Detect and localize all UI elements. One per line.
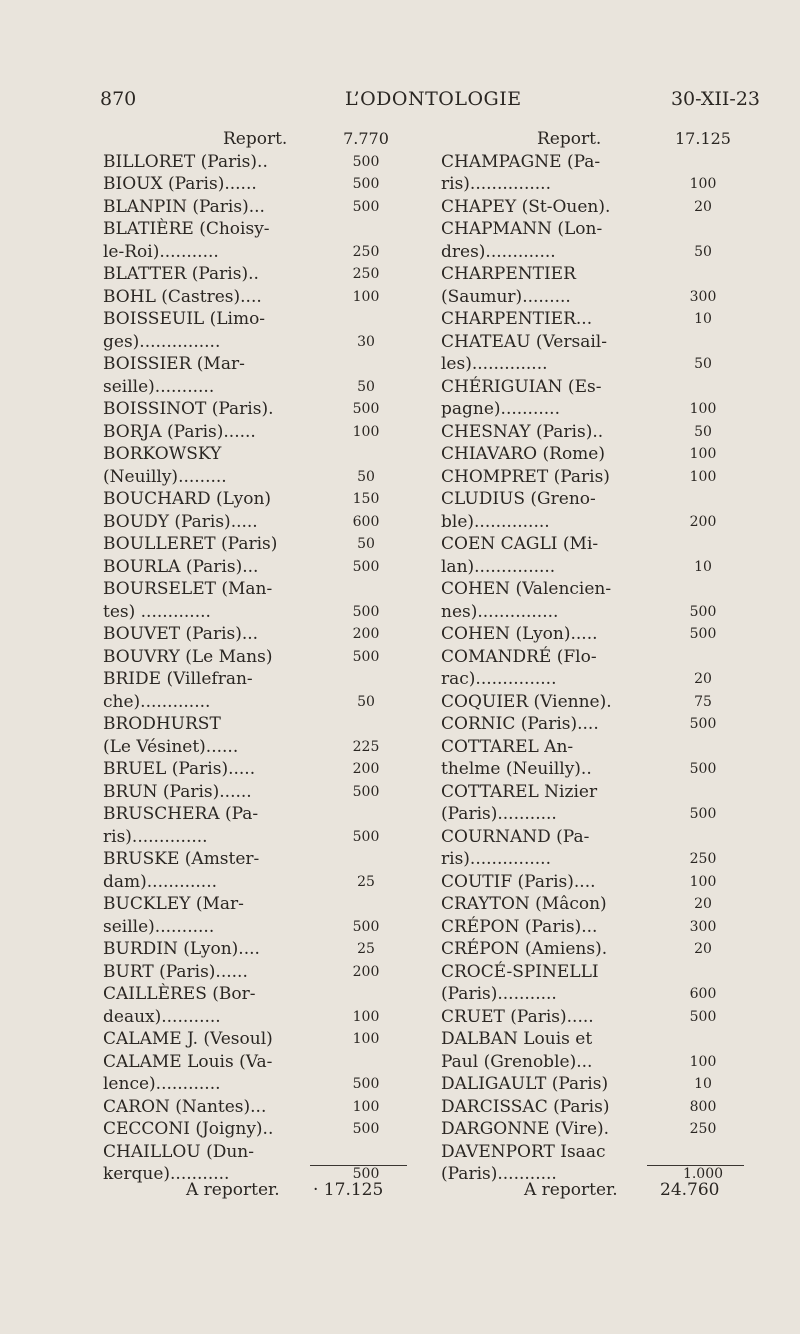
subscription-amount: 500 [352,918,380,935]
subscriber-name: deaux)........... [103,1006,221,1027]
subscriber-entry [441,961,745,984]
subscriber-entry [441,421,745,444]
subscriber-entry [441,646,745,669]
left-column [103,128,408,1186]
subscriber-entry [103,938,408,961]
subscriber-name: BOUVRY (Le Mans) [103,646,273,667]
subscription-amount: 50 [694,423,712,440]
subscription-amount: 50 [694,243,712,260]
subscription-amount: 50 [694,356,712,372]
subscriber-entry-continuation [441,173,745,196]
subscriber-name: CHAPEY (St-Ouen). [441,196,611,217]
subscriber-entry [441,376,745,399]
subscription-amount: 600 [689,986,717,1002]
subscriber-name: CALAME Louis (Va- [103,1051,273,1072]
subscriber-name: CAILLÈRES (Bor- [103,984,256,1004]
subscriber-name: DALBAN Louis et [441,1029,593,1049]
subscription-amount: 25 [357,873,375,890]
subscriber-name: CRUET (Paris)..... [441,1006,594,1027]
subscriber-entry [441,781,745,804]
subscriber-name: CHARPENTIER [441,264,576,284]
subscriber-entry [103,151,408,174]
subscription-amount: 50 [357,468,375,485]
subscription-amount: 50 [357,536,375,552]
subscriber-entry [441,893,745,916]
subscriber-name: BRUSKE (Amster- [103,849,260,869]
subscriber-entry [103,1141,408,1164]
subscriber-name: rac)............... [441,669,557,689]
subscriber-entry [103,353,408,376]
subscriber-entry-continuation [103,466,408,489]
subscriber-name: (Paris)........... [441,984,557,1004]
subscriber-entry [103,533,408,556]
subscriber-entry-continuation [103,241,408,264]
subscriber-entry [103,218,408,241]
left-total-rule [310,1165,407,1166]
subscription-amount: 500 [352,1076,380,1092]
subscriber-name: DALIGAULT (Paris) [441,1074,609,1094]
subscription-amount: 100 [689,401,717,417]
subscription-amount: 500 [689,1008,717,1025]
subscriber-name: CHESNAY (Paris).. [441,421,604,442]
subscriber-entry-continuation [441,758,745,781]
subscriber-name: seille)........... [103,916,215,937]
subscription-amount: 100 [352,288,380,305]
running-header [100,88,760,118]
subscriber-entry [441,1141,745,1164]
subscriber-entry-continuation [441,983,745,1006]
subscription-amount: 100 [352,1031,380,1047]
subscriber-entry-continuation [441,241,745,264]
subscriber-name: CHATEAU (Versail- [441,331,607,352]
subscriber-name: CROCÉ-SPINELLI [441,961,599,982]
subscriber-entry [441,488,745,511]
subscription-amount: 500 [689,603,717,620]
report-label: Report. [537,129,602,149]
subscriber-entry [103,983,408,1006]
subscriber-name: BOUCHARD (Lyon) [103,489,272,509]
subscriber-name: DARCISSAC (Paris) [441,1096,610,1117]
subscriber-entry [441,331,745,354]
subscriber-entry-continuation [441,803,745,826]
subscriber-name: BOISSIER (Mar- [103,354,245,374]
subscription-amount: 500 [352,401,380,417]
subscriber-entry [103,848,408,871]
subscriber-entry-continuation [103,601,408,624]
subscriber-name: ble).............. [441,511,550,532]
subscription-amount: 500 [352,176,380,192]
subscriber-entry [103,196,408,219]
subscriber-name: COTTAREL An- [441,736,574,757]
subscriber-name: BRIDE (Villefran- [103,669,253,689]
subscription-amount: 30 [357,333,375,350]
subscription-amount: 20 [694,896,712,912]
subscriber-name: BUCKLEY (Mar- [103,894,244,914]
subscription-amount: 50 [357,693,375,710]
subscription-amount: 100 [689,446,717,462]
subscriber-name: DARGONNE (Vire). [441,1119,610,1139]
subscriber-name: dam)............. [103,871,218,892]
subscriber-entry-continuation [103,376,408,399]
subscription-amount: 75 [694,693,712,710]
subscriber-entry-continuation [103,1073,408,1096]
subscriber-entry-continuation [441,668,745,691]
journal-title: L’ODONTOLOGIE [345,88,522,110]
subscription-amount: 10 [694,558,712,575]
subscriber-entry [103,646,408,669]
subscriber-entry [441,151,745,174]
subscriber-name: CHARPENTIER... [441,309,593,329]
subscription-amount: 500 [352,828,380,845]
subscriber-name: CRÉPON (Paris)... [441,916,598,937]
subscriber-name: (Le Vésinet)...... [103,736,239,757]
carry-forward-label: A reporter. [186,1180,280,1200]
subscriber-entry [441,263,745,286]
subscription-amount: 500 [689,806,717,822]
subscription-amount: 100 [689,176,717,192]
subscriber-name: BILLORET (Paris).. [103,151,268,172]
subscriber-entry [441,916,745,939]
subscriber-name: tes) ............. [103,601,211,622]
subscriber-entry-continuation [441,511,745,534]
subscription-amount: 500 [689,716,717,732]
subscriber-name: CHIAVARO (Rome) [441,444,605,464]
subscriber-entry-continuation [103,871,408,894]
subscription-amount: 100 [352,1008,380,1025]
subscriber-name: CHAPMANN (Lon- [441,219,603,239]
subscriber-entry [441,533,745,556]
subscriber-entry [441,713,745,736]
subscription-amount: 500 [352,558,380,575]
subscriber-name: BOISSINOT (Paris). [103,399,274,419]
subscription-amount: 300 [689,918,717,935]
subscriber-entry [103,623,408,646]
subscription-amount: 500 [352,783,380,800]
subscriber-entry [441,1073,745,1096]
subscription-amount: 500 [352,603,380,620]
subscriber-entry [103,1096,408,1119]
carry-forward-label: A reporter. [524,1180,618,1200]
subscription-amount: 100 [352,423,380,440]
right-column [441,128,745,1186]
subscriber-entry-continuation [103,736,408,759]
subscription-amount: 800 [689,1098,717,1115]
subscription-amount: 500 [689,761,717,777]
subscriber-entry [441,578,745,601]
subscription-amount: 500 [689,626,717,642]
subscriber-entry [103,668,408,691]
subscriber-entry-continuation [103,1006,408,1029]
subscriber-name: seille)........... [103,376,215,397]
subscriber-entry [441,623,745,646]
subscriber-name: ris)............... [441,174,551,194]
subscriber-name: BURT (Paris)...... [103,961,248,982]
subscriber-name: BRUEL (Paris)..... [103,759,256,779]
subscriber-name: BLATIÈRE (Choisy- [103,219,270,239]
subscriber-name: BORKOWSKY [103,444,222,464]
report-amount: 7.770 [343,129,389,148]
subscription-amount: 500 [352,198,380,215]
subscriber-entry [103,173,408,196]
subscriber-name: BOURLA (Paris)... [103,556,259,577]
subscriber-entry-continuation [441,353,745,376]
subscriber-name: CARON (Nantes)... [103,1096,267,1117]
subscription-amount: 500 [352,648,380,665]
subscriber-entry [103,421,408,444]
subscriber-name: CRÉPON (Amiens). [441,939,608,959]
subscriber-name: BRUSCHERA (Pa- [103,804,259,824]
subscriber-entry-continuation [103,691,408,714]
subscriber-name: BRUN (Paris)...... [103,781,252,802]
subscriber-name: (Paris)........... [441,804,557,824]
subscriber-name: CHAILLOU (Dun- [103,1141,254,1162]
subscriber-entry [103,961,408,984]
subscription-amount: 100 [689,873,717,890]
subscriber-name: BOULLERET (Paris) [103,534,278,554]
subscriber-name: CHAMPAGNE (Pa- [441,151,601,172]
subscription-amount: 20 [694,671,712,687]
page-number: 870 [100,88,137,110]
subscriber-name: COTTAREL Nizier [441,781,598,802]
subscriber-entry [441,308,745,331]
subscription-amount: 200 [689,513,717,530]
subscriber-name: CLUDIUS (Greno- [441,489,596,509]
subscription-amount: 10 [694,311,712,327]
subscription-amount: 600 [352,513,380,530]
subscriber-name: COHEN (Lyon)..... [441,624,598,644]
subscriber-name: CHÉRIGUIAN (Es- [441,376,602,397]
subscriber-name: ges)............... [103,331,221,352]
subscriber-name: (Neuilly)......... [103,466,227,487]
subscriber-entry-continuation [103,916,408,939]
subscription-amount: 200 [352,761,380,777]
subscriber-name: BURDIN (Lyon).... [103,939,260,959]
subscriber-name: BOHL (Castres).... [103,286,262,307]
subscription-amount: 20 [694,198,712,215]
subscription-amount: 100 [352,1098,380,1115]
subscriber-entry [103,713,408,736]
subscriber-entry [441,826,745,849]
issue-date: 30-XII-23 [670,88,760,110]
subscriber-name: COQUIER (Vienne). [441,691,612,712]
subscriber-name: BOURSELET (Man- [103,579,273,599]
subscription-amount: 20 [694,941,712,957]
subscription-amount: 500 [352,153,380,170]
subscriber-name: ris)............... [441,849,551,869]
report-amount: 17.125 [675,129,731,148]
subscriber-name: BRODHURST [103,714,221,734]
subscriber-name: nes)............... [441,601,559,622]
subscriber-entry [441,691,745,714]
subscriber-name: CRAYTON (Mâcon) [441,894,607,914]
subscriber-entry [103,578,408,601]
subscriber-name: le-Roi)........... [103,241,219,262]
subscriber-entry [103,1051,408,1074]
subscriber-name: CALAME J. (Vesoul) [103,1029,273,1049]
subscriber-name: les).............. [441,354,548,374]
subscriber-name: thelme (Neuilly).. [441,759,592,779]
subscriber-name: COURNAND (Pa- [441,826,590,847]
subscriber-name: dres)............. [441,241,556,262]
subscriber-name: COEN CAGLI (Mi- [441,534,599,554]
subscription-amount: 50 [357,378,375,395]
subscriber-name: DAVENPORT Isaac [441,1141,606,1162]
subscriber-entry-continuation [441,286,745,309]
subscriber-entry [103,308,408,331]
subscriber-name: COHEN (Valencien- [441,579,612,599]
subscriber-entry [441,1006,745,1029]
subscriber-name: BLANPIN (Paris)... [103,196,265,217]
subscription-amount: 100 [689,1053,717,1070]
subscriber-entry [441,1118,745,1141]
subscriber-name: BLATTER (Paris).. [103,264,259,284]
subscriber-entry [103,1118,408,1141]
subscriber-entry-continuation [441,601,745,624]
subscriber-name: CHOMPRET (Paris) [441,466,610,487]
subscriber-entry [441,443,745,466]
subscriber-name: BOISSEUIL (Limo- [103,309,266,329]
subscriber-entry [103,488,408,511]
subscriber-name: lence)............ [103,1074,221,1094]
carry-forward-amount: · 17.125 [313,1180,384,1200]
subscriber-entry [103,286,408,309]
subscriber-entry-continuation [441,848,745,871]
subscription-amount: 150 [352,491,380,507]
subscription-amount: 250 [352,266,380,282]
subscriber-entry [103,556,408,579]
subscriber-entry [103,781,408,804]
subscriber-entry [103,263,408,286]
subscriber-entry [441,218,745,241]
subscriber-name: BOUDY (Paris)..... [103,511,258,532]
subscriber-entry [441,196,745,219]
subscription-amount: 250 [689,1121,717,1137]
subscriber-entry-continuation [103,331,408,354]
subscription-amount: 500 [352,1121,380,1137]
subscriber-name: CORNIC (Paris).... [441,714,599,734]
subscription-amount: 500 [352,1166,380,1182]
subscriber-entry [441,938,745,961]
report-row [441,128,745,151]
subscription-amount: 200 [352,626,380,642]
subscriber-entry-continuation [103,826,408,849]
subscriber-entry-continuation [441,556,745,579]
report-label: Report. [223,129,288,149]
subscriber-name: COUTIF (Paris).... [441,871,596,892]
subscription-amount: 250 [352,243,380,260]
subscriber-entry-continuation [441,398,745,421]
subscription-amount: 250 [689,851,717,867]
subscriber-entry-continuation [441,1051,745,1074]
subscriber-entry [103,893,408,916]
subscription-amount: 200 [352,963,380,980]
report-row [103,128,408,151]
subscriber-name: (Paris)........... [441,1164,557,1184]
subscriber-entry [441,1096,745,1119]
subscriber-entry [103,758,408,781]
subscription-amount: 1.000 [682,1166,724,1182]
subscriber-name: pagne)........... [441,399,560,419]
subscriber-name: che)............. [103,691,211,712]
subscriber-entry [103,443,408,466]
subscriber-entry [441,466,745,489]
subscription-amount: 100 [689,468,717,485]
subscriber-name: lan)............... [441,556,556,577]
subscriber-name: BIOUX (Paris)...... [103,174,257,194]
subscriber-name: ris).............. [103,826,208,847]
subscriber-entry [441,871,745,894]
subscription-amount: 225 [352,738,380,755]
subscription-amount: 25 [357,941,375,957]
subscriber-name: Paul (Grenoble)... [441,1051,593,1072]
subscriber-name: COMANDRÉ (Flo- [441,646,597,667]
subscriber-entry [103,398,408,421]
subscriber-entry [103,1028,408,1051]
subscriber-name: BORJA (Paris)...... [103,421,256,442]
subscription-amount: 10 [694,1076,712,1092]
right-total-rule [647,1165,744,1166]
subscriber-entry [441,1028,745,1051]
carry-forward-amount: 24.760 [660,1180,720,1200]
subscriber-entry [441,736,745,759]
subscriber-name: CECCONI (Joigny).. [103,1119,274,1139]
subscriber-name: BOUVET (Paris)... [103,624,259,644]
subscriber-name: (Saumur)......... [441,286,571,307]
subscriber-entry [103,511,408,534]
subscription-amount: 300 [689,288,717,305]
subscriber-entry [103,803,408,826]
subscriber-name: kerque)........... [103,1164,230,1184]
